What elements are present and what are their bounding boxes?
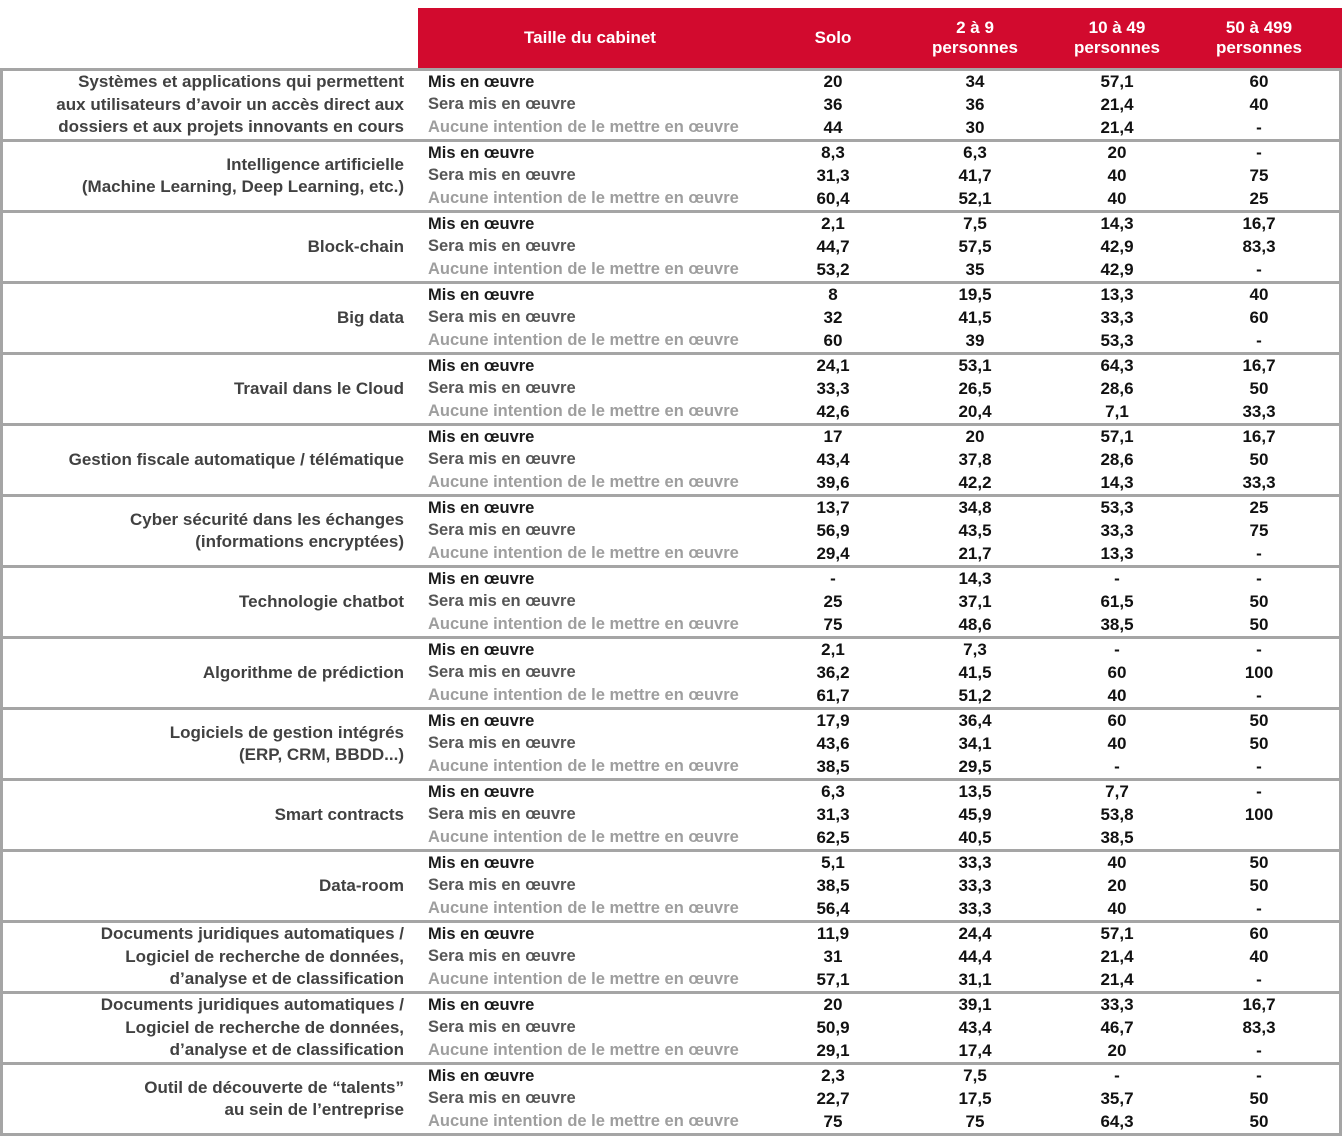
category-label: Block-chain bbox=[307, 236, 404, 256]
value-cell: - bbox=[1256, 1066, 1262, 1086]
status-label-no-intention: Aucune intention de le mettre en œuvre bbox=[428, 1112, 739, 1131]
status-label-implemented: Mis en œuvre bbox=[428, 498, 535, 517]
value-cell: 31,3 bbox=[816, 165, 850, 185]
value-cell: 48,6 bbox=[958, 614, 992, 634]
header-col-50a499 bbox=[1188, 18, 1330, 58]
header-size-label: Taille du cabinet bbox=[524, 27, 656, 47]
status-label-no-intention: Aucune intention de le mettre en œuvre bbox=[428, 118, 739, 137]
value-cell: 13,3 bbox=[1100, 543, 1134, 563]
header-col-10a49 bbox=[1046, 18, 1188, 58]
value-cell: 21,4 bbox=[1100, 117, 1134, 137]
header-col-solo bbox=[762, 28, 904, 48]
status-label-implemented: Mis en œuvre bbox=[428, 924, 535, 943]
value-cell: 33,3 bbox=[958, 853, 992, 873]
value-cell: 20 bbox=[1107, 1040, 1127, 1060]
status-label-no-intention: Aucune intention de le mettre en œuvre bbox=[428, 970, 739, 989]
value-cell: 20,4 bbox=[958, 401, 992, 421]
value-cell: 14,3 bbox=[1100, 214, 1134, 234]
category-group bbox=[3, 636, 1339, 707]
value-cell: 42,2 bbox=[958, 472, 992, 492]
category-group bbox=[3, 68, 1339, 139]
value-cell: 39,6 bbox=[816, 472, 850, 492]
value-cell: 75 bbox=[965, 1111, 985, 1131]
value-cell: 43,5 bbox=[958, 520, 992, 540]
header-col-50a499-top: 50 à 499 bbox=[1225, 17, 1293, 37]
value-cell: 61,7 bbox=[816, 685, 850, 705]
value-cell: 50 bbox=[1249, 591, 1269, 611]
status-label-no-intention: Aucune intention de le mettre en œuvre bbox=[428, 615, 739, 634]
status-label-will-implement: Sera mis en œuvre bbox=[428, 876, 576, 895]
value-cell: 100 bbox=[1244, 804, 1274, 824]
value-cell: - bbox=[1256, 1040, 1262, 1060]
status-label-will-implement: Sera mis en œuvre bbox=[428, 1018, 576, 1037]
status-label-will-implement: Sera mis en œuvre bbox=[428, 663, 576, 682]
value-cell: 35 bbox=[965, 259, 985, 279]
value-cell: - bbox=[1256, 330, 1262, 350]
value-cell: 50 bbox=[1249, 853, 1269, 873]
value-cell: 83,3 bbox=[1242, 236, 1276, 256]
value-cell: 75 bbox=[1249, 165, 1269, 185]
value-cell: 36,4 bbox=[958, 711, 992, 731]
value-cell: 31,3 bbox=[816, 804, 850, 824]
value-cell: 2,1 bbox=[821, 640, 845, 660]
value-cell: 40 bbox=[1107, 685, 1127, 705]
value-cell: 56,9 bbox=[816, 520, 850, 540]
value-cell: 60 bbox=[1107, 662, 1127, 682]
value-cell: 5,1 bbox=[821, 853, 845, 873]
value-cell: 17 bbox=[823, 427, 843, 447]
status-label-implemented: Mis en œuvre bbox=[428, 853, 535, 872]
status-label-will-implement: Sera mis en œuvre bbox=[428, 734, 576, 753]
value-cell: - bbox=[1256, 756, 1262, 776]
value-cell: 38,5 bbox=[816, 875, 850, 895]
value-cell: 42,6 bbox=[816, 401, 850, 421]
value-cell: 7,1 bbox=[1105, 401, 1129, 421]
category-group bbox=[3, 1062, 1339, 1133]
category-label: Intelligence artificielle (Machine Learning, Deep Learning, etc.) bbox=[81, 154, 404, 196]
value-cell: 43,6 bbox=[816, 733, 850, 753]
value-cell: 31,1 bbox=[958, 969, 992, 989]
status-label-no-intention: Aucune intention de le mettre en œuvre bbox=[428, 757, 739, 776]
value-cell: 16,7 bbox=[1242, 995, 1276, 1015]
value-cell: 21,4 bbox=[1100, 946, 1134, 966]
value-cell: 39,1 bbox=[958, 995, 992, 1015]
category-group bbox=[3, 352, 1339, 423]
status-label-implemented: Mis en œuvre bbox=[428, 72, 535, 91]
value-cell: 26,5 bbox=[958, 378, 992, 398]
value-cell: 28,6 bbox=[1100, 378, 1134, 398]
value-cell: 33,3 bbox=[1100, 307, 1134, 327]
category-label: Logiciels de gestion intégrés (ERP, CRM, BBDD...) bbox=[169, 722, 404, 764]
value-cell: 50 bbox=[1249, 1111, 1269, 1131]
header-col-solo-top: Solo bbox=[814, 27, 852, 47]
value-cell: 43,4 bbox=[958, 1017, 992, 1037]
category-label: Cyber sécurité dans les échanges (informations encryptées) bbox=[129, 509, 404, 551]
value-cell: 22,7 bbox=[816, 1088, 850, 1108]
value-cell: 44,4 bbox=[958, 946, 992, 966]
value-cell: 60 bbox=[1249, 72, 1269, 92]
status-label-will-implement: Sera mis en œuvre bbox=[428, 1089, 576, 1108]
status-label-no-intention: Aucune intention de le mettre en œuvre bbox=[428, 899, 739, 918]
value-cell: 17,9 bbox=[816, 711, 850, 731]
value-cell: 29,4 bbox=[816, 543, 850, 563]
value-cell: 33,3 bbox=[1242, 472, 1276, 492]
category-label: Gestion fiscale automatique / télématique bbox=[68, 449, 404, 469]
status-label-implemented: Mis en œuvre bbox=[428, 782, 535, 801]
value-cell: 50,9 bbox=[816, 1017, 850, 1037]
status-label-implemented: Mis en œuvre bbox=[428, 143, 535, 162]
value-cell: 60,4 bbox=[816, 188, 850, 208]
value-cell: 60 bbox=[1249, 924, 1269, 944]
value-cell: 39 bbox=[965, 330, 985, 350]
value-cell: 60 bbox=[1107, 711, 1127, 731]
value-cell: 14,3 bbox=[958, 569, 992, 589]
table-header bbox=[418, 8, 1342, 68]
category-group bbox=[3, 849, 1339, 920]
value-cell: 21,7 bbox=[958, 543, 992, 563]
value-cell: 33,3 bbox=[1100, 520, 1134, 540]
value-cell: 64,3 bbox=[1100, 356, 1134, 376]
category-label: Documents juridiques automatiques / Logiciel de recherche de données, d’analyse et de classification bbox=[100, 995, 404, 1060]
value-cell: 40 bbox=[1107, 853, 1127, 873]
status-label-no-intention: Aucune intention de le mettre en œuvre bbox=[428, 686, 739, 705]
category-group bbox=[3, 707, 1339, 778]
status-label-no-intention: Aucune intention de le mettre en œuvre bbox=[428, 1041, 739, 1060]
value-cell: - bbox=[1256, 782, 1262, 802]
value-cell: 42,9 bbox=[1100, 236, 1134, 256]
header-col-2a9-top: 2 à 9 bbox=[956, 17, 994, 37]
value-cell: 75 bbox=[823, 614, 843, 634]
category-group bbox=[3, 565, 1339, 636]
status-label-implemented: Mis en œuvre bbox=[428, 711, 535, 730]
value-cell: 64,3 bbox=[1100, 1111, 1134, 1131]
value-cell: 50 bbox=[1249, 1088, 1269, 1108]
value-cell bbox=[1188, 826, 1330, 849]
value-cell: 33,3 bbox=[958, 875, 992, 895]
value-cell: 29,5 bbox=[958, 756, 992, 776]
category-label: Travail dans le Cloud bbox=[233, 378, 404, 398]
value-cell: - bbox=[1256, 898, 1262, 918]
value-cell: - bbox=[1256, 640, 1262, 660]
status-label-implemented: Mis en œuvre bbox=[428, 356, 535, 375]
status-label-no-intention: Aucune intention de le mettre en œuvre bbox=[428, 260, 739, 279]
value-cell: 62,5 bbox=[816, 827, 850, 847]
value-cell: 44 bbox=[823, 117, 843, 137]
value-cell: 19,5 bbox=[958, 285, 992, 305]
value-cell: - bbox=[1256, 117, 1262, 137]
value-cell: 56,4 bbox=[816, 898, 850, 918]
category-label: Algorithme de prédiction bbox=[202, 662, 404, 682]
value-cell: 7,3 bbox=[963, 640, 987, 660]
value-cell: 34,8 bbox=[958, 498, 992, 518]
header-col-10a49-bottom: personnes bbox=[1074, 38, 1160, 57]
category-label: Outil de découverte de “talents” au sein de l’entreprise bbox=[144, 1077, 404, 1119]
category-label: Technologie chatbot bbox=[239, 591, 404, 611]
value-cell: 75 bbox=[823, 1111, 843, 1131]
value-cell: 36,2 bbox=[816, 662, 850, 682]
value-cell: 37,1 bbox=[958, 591, 992, 611]
value-cell: 35,7 bbox=[1100, 1088, 1134, 1108]
value-cell: 40,5 bbox=[958, 827, 992, 847]
value-cell: 100 bbox=[1244, 662, 1274, 682]
status-label-will-implement: Sera mis en œuvre bbox=[428, 805, 576, 824]
value-cell: 53,2 bbox=[816, 259, 850, 279]
status-label-will-implement: Sera mis en œuvre bbox=[428, 592, 576, 611]
value-cell: 45,9 bbox=[958, 804, 992, 824]
value-cell: - bbox=[1114, 1066, 1120, 1086]
status-label-no-intention: Aucune intention de le mettre en œuvre bbox=[428, 473, 739, 492]
category-group bbox=[3, 778, 1339, 849]
category-group bbox=[3, 281, 1339, 352]
category-label: Smart contracts bbox=[274, 804, 404, 824]
value-cell: 42,9 bbox=[1100, 259, 1134, 279]
value-cell: 29,1 bbox=[816, 1040, 850, 1060]
value-cell: 21,4 bbox=[1100, 969, 1134, 989]
category-group bbox=[3, 423, 1339, 494]
category-group bbox=[3, 494, 1339, 565]
value-cell: 40 bbox=[1107, 898, 1127, 918]
status-label-implemented: Mis en œuvre bbox=[428, 640, 535, 659]
value-cell: 13,5 bbox=[958, 782, 992, 802]
value-cell: - bbox=[1256, 259, 1262, 279]
value-cell: 50 bbox=[1249, 449, 1269, 469]
value-cell: 40 bbox=[1249, 285, 1269, 305]
status-label-no-intention: Aucune intention de le mettre en œuvre bbox=[428, 828, 739, 847]
category-group bbox=[3, 920, 1339, 991]
status-label-implemented: Mis en œuvre bbox=[428, 427, 535, 446]
value-cell: 33,3 bbox=[1242, 401, 1276, 421]
status-label-will-implement: Sera mis en œuvre bbox=[428, 237, 576, 256]
value-cell: 75 bbox=[1249, 520, 1269, 540]
value-cell: 17,5 bbox=[958, 1088, 992, 1108]
value-cell: 57,5 bbox=[958, 236, 992, 256]
value-cell: 40 bbox=[1107, 733, 1127, 753]
header-col-2a9-bottom: personnes bbox=[932, 38, 1018, 57]
value-cell: 44,7 bbox=[816, 236, 850, 256]
value-cell: 2,1 bbox=[821, 214, 845, 234]
value-cell: 51,2 bbox=[958, 685, 992, 705]
value-cell: 40 bbox=[1249, 946, 1269, 966]
value-cell: 17,4 bbox=[958, 1040, 992, 1060]
value-cell: 6,3 bbox=[821, 782, 845, 802]
value-cell: 30 bbox=[965, 117, 985, 137]
value-cell: 20 bbox=[1107, 143, 1127, 163]
value-cell: 50 bbox=[1249, 614, 1269, 634]
value-cell: 41,5 bbox=[958, 307, 992, 327]
value-cell: - bbox=[1256, 143, 1262, 163]
value-cell: 25 bbox=[1249, 188, 1269, 208]
value-cell: 53,8 bbox=[1100, 804, 1134, 824]
status-label-implemented: Mis en œuvre bbox=[428, 995, 535, 1014]
value-cell: 61,5 bbox=[1100, 591, 1134, 611]
value-cell: 14,3 bbox=[1100, 472, 1134, 492]
value-cell: 33,3 bbox=[1100, 995, 1134, 1015]
status-label-will-implement: Sera mis en œuvre bbox=[428, 379, 576, 398]
value-cell: 25 bbox=[1249, 498, 1269, 518]
value-cell: 7,5 bbox=[963, 1066, 987, 1086]
value-cell: 16,7 bbox=[1242, 356, 1276, 376]
status-label-implemented: Mis en œuvre bbox=[428, 214, 535, 233]
value-cell: 38,5 bbox=[1100, 827, 1134, 847]
category-label: Big data bbox=[336, 307, 404, 327]
value-cell: - bbox=[830, 569, 836, 589]
value-cell: 36 bbox=[965, 94, 985, 114]
value-cell: 2,3 bbox=[821, 1066, 845, 1086]
value-cell: 31 bbox=[823, 946, 843, 966]
value-cell: 8 bbox=[828, 285, 838, 305]
value-cell: 41,5 bbox=[958, 662, 992, 682]
status-label-no-intention: Aucune intention de le mettre en œuvre bbox=[428, 402, 739, 421]
value-cell: 60 bbox=[1249, 307, 1269, 327]
value-cell: - bbox=[1114, 640, 1120, 660]
value-cell: 50 bbox=[1249, 711, 1269, 731]
value-cell: 7,7 bbox=[1105, 782, 1129, 802]
category-group bbox=[3, 991, 1339, 1062]
value-cell: - bbox=[1114, 756, 1120, 776]
status-label-implemented: Mis en œuvre bbox=[428, 285, 535, 304]
header-col-10a49-top: 10 à 49 bbox=[1088, 17, 1146, 37]
value-cell: - bbox=[1114, 569, 1120, 589]
value-cell: 41,7 bbox=[958, 165, 992, 185]
value-cell: 46,7 bbox=[1100, 1017, 1134, 1037]
value-cell: 8,3 bbox=[821, 143, 845, 163]
value-cell: 50 bbox=[1249, 733, 1269, 753]
value-cell: 57,1 bbox=[1100, 924, 1134, 944]
value-cell: 33,3 bbox=[816, 378, 850, 398]
status-label-no-intention: Aucune intention de le mettre en œuvre bbox=[428, 189, 739, 208]
value-cell: 36 bbox=[823, 94, 843, 114]
value-cell: - bbox=[1256, 969, 1262, 989]
value-cell: 50 bbox=[1249, 875, 1269, 895]
value-cell: 28,6 bbox=[1100, 449, 1134, 469]
value-cell: - bbox=[1256, 569, 1262, 589]
value-cell: 20 bbox=[823, 995, 843, 1015]
value-cell: 13,7 bbox=[816, 498, 850, 518]
value-cell: 57,1 bbox=[1100, 427, 1134, 447]
value-cell: 38,5 bbox=[816, 756, 850, 776]
value-cell: 57,1 bbox=[816, 969, 850, 989]
value-cell: 24,1 bbox=[816, 356, 850, 376]
value-cell: 33,3 bbox=[958, 898, 992, 918]
value-cell: 43,4 bbox=[816, 449, 850, 469]
value-cell: 11,9 bbox=[816, 924, 850, 944]
status-label-will-implement: Sera mis en œuvre bbox=[428, 166, 576, 185]
status-label-no-intention: Aucune intention de le mettre en œuvre bbox=[428, 544, 739, 563]
value-cell: - bbox=[1256, 685, 1262, 705]
category-group bbox=[3, 139, 1339, 210]
status-label-will-implement: Sera mis en œuvre bbox=[428, 95, 576, 114]
value-cell: 16,7 bbox=[1242, 427, 1276, 447]
value-cell: 13,3 bbox=[1100, 285, 1134, 305]
value-cell: 20 bbox=[1107, 875, 1127, 895]
status-label-will-implement: Sera mis en œuvre bbox=[428, 947, 576, 966]
value-cell: 21,4 bbox=[1100, 94, 1134, 114]
value-cell: 34,1 bbox=[958, 733, 992, 753]
value-cell: 53,3 bbox=[1100, 330, 1134, 350]
category-label: Documents juridiques automatiques / Logiciel de recherche de données, d’analyse et de classification bbox=[100, 924, 404, 989]
value-cell: 20 bbox=[965, 427, 985, 447]
value-cell: - bbox=[1256, 543, 1262, 563]
status-label-will-implement: Sera mis en œuvre bbox=[428, 521, 576, 540]
value-cell: 38,5 bbox=[1100, 614, 1134, 634]
table-body bbox=[0, 68, 1342, 1136]
value-cell: 34 bbox=[965, 72, 985, 92]
status-label-will-implement: Sera mis en œuvre bbox=[428, 308, 576, 327]
value-cell: 57,1 bbox=[1100, 72, 1134, 92]
value-cell: 53,1 bbox=[958, 356, 992, 376]
value-cell: 25 bbox=[823, 591, 843, 611]
category-label: Systèmes et applications qui permettent aux utilisateurs d’avoir un accès direct aux dossiers et aux projets innovants en cours bbox=[56, 72, 404, 137]
value-cell: 6,3 bbox=[963, 143, 987, 163]
value-cell: 7,5 bbox=[963, 214, 987, 234]
header-col-50a499-bottom: personnes bbox=[1216, 38, 1302, 57]
value-cell: 60 bbox=[823, 330, 843, 350]
category-group bbox=[3, 210, 1339, 281]
value-cell: 40 bbox=[1107, 188, 1127, 208]
value-cell: 40 bbox=[1249, 94, 1269, 114]
value-cell: 16,7 bbox=[1242, 214, 1276, 234]
value-cell: 52,1 bbox=[958, 188, 992, 208]
header-col-2a9 bbox=[904, 18, 1046, 58]
value-cell: 37,8 bbox=[958, 449, 992, 469]
value-cell: 40 bbox=[1107, 165, 1127, 185]
status-label-implemented: Mis en œuvre bbox=[428, 569, 535, 588]
status-label-implemented: Mis en œuvre bbox=[428, 1066, 535, 1085]
value-cell: 24,4 bbox=[958, 924, 992, 944]
value-cell: 53,3 bbox=[1100, 498, 1134, 518]
value-cell: 83,3 bbox=[1242, 1017, 1276, 1037]
status-label-will-implement: Sera mis en œuvre bbox=[428, 450, 576, 469]
value-cell: 20 bbox=[823, 72, 843, 92]
category-label: Data-room bbox=[318, 875, 404, 895]
status-label-no-intention: Aucune intention de le mettre en œuvre bbox=[428, 331, 739, 350]
value-cell: 50 bbox=[1249, 378, 1269, 398]
value-cell: 32 bbox=[823, 307, 843, 327]
